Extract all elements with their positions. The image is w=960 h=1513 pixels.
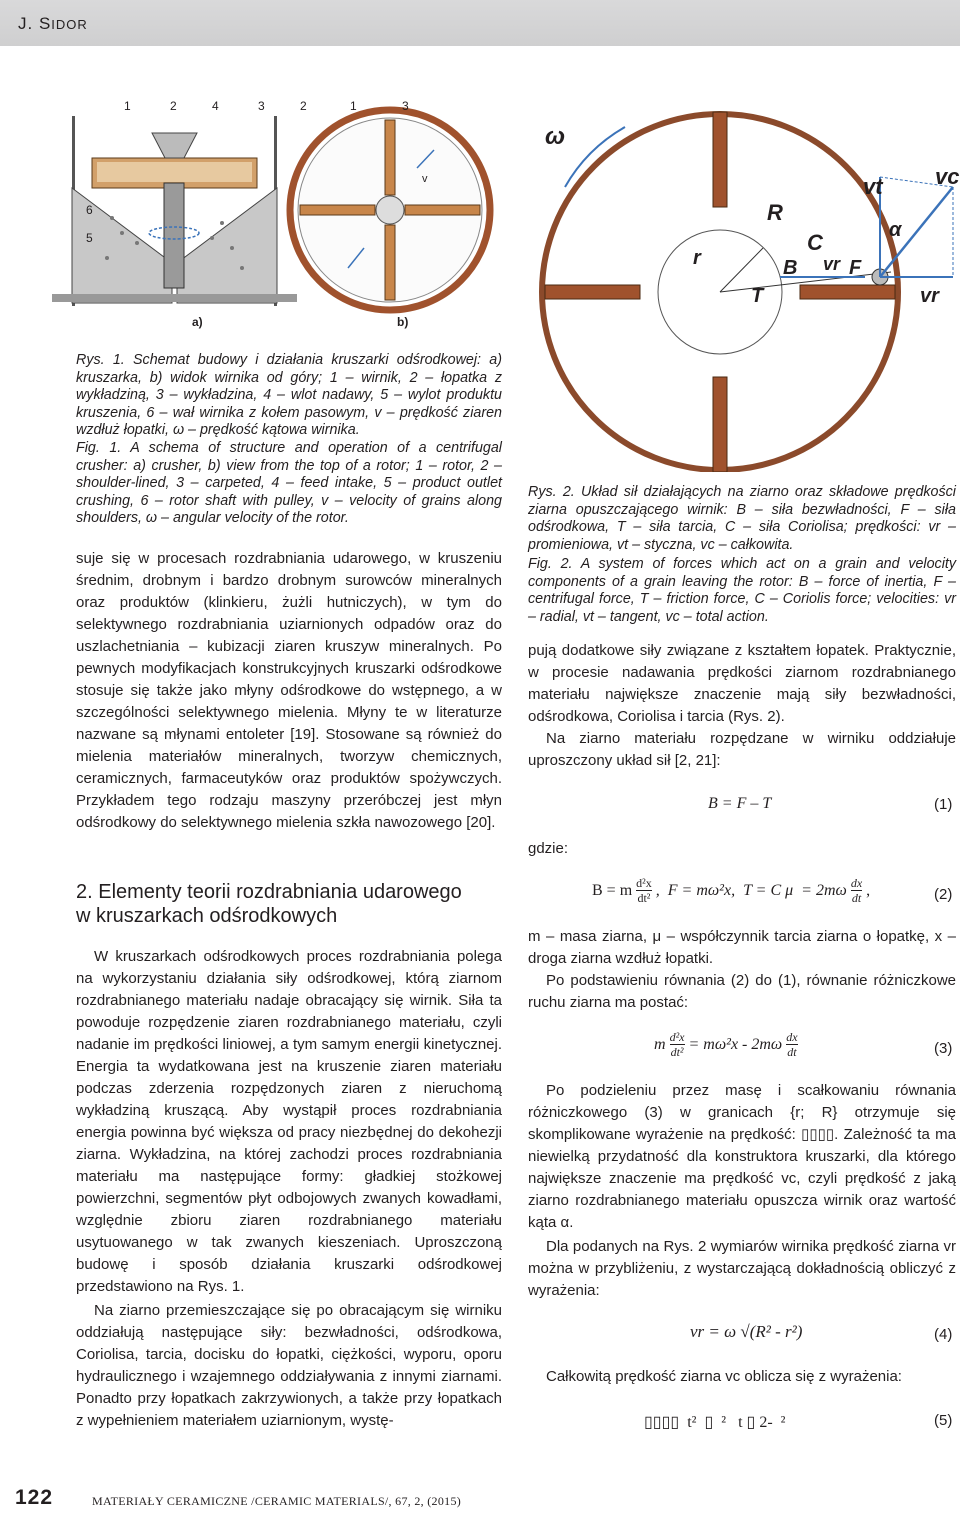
- fig1-label: 5: [86, 231, 93, 245]
- fig1-label: 1: [124, 99, 131, 113]
- fig2-r-label: r: [693, 247, 701, 269]
- equation-2: B = m d²x dt² , F = mω²x, T = C μ = 2mω dx dt ,: [592, 876, 871, 905]
- equation-3: m $\frac{\text{d²x}}{\text{dt²}}$ = mω²x - 2mω dx dt: [654, 1030, 798, 1059]
- equation-4-number: (4): [934, 1326, 953, 1343]
- fig1-label: 3: [258, 99, 265, 113]
- right-paragraph-4: Po podstawieniu równania (2) do (1), równanie różniczkowe ruchu ziarna ma postać:: [528, 972, 956, 1011]
- fig2-alpha-label: α: [889, 219, 902, 241]
- fig1-velocity-label: v: [422, 173, 428, 185]
- left-paragraph-3: Na ziarno przemieszczające się po obracającym się wirniku oddziałują następujące siły: bezwładności, odśrodkowa, Coriolisa, tarcia, docisku do łopatki, ciężkości, wyporu, oporu hydraulicznego i wzajemnego oddziaływania z innymi ziarnami. Ponadto przy łopatkach zakrzywionych, a także przy łopatkach z wypełnieniem materiałem uziarnionym, wystę-: [76, 1302, 502, 1429]
- fig2-vr-label: vr: [823, 254, 841, 274]
- right-paragraph-5: Po podzieleniu przez masę i scałkowaniu równania różniczkowego (3) w granicach {r; R} otrzymuje się skomplikowane wyrażenie na prędkość: ▯▯▯▯. Zależność ta ma niewielką przydatność dla konstruktora kruszarki, dla którego największe znaczenie ma prędkość vc, czyli prędkość z jaką ziarno rozdrabnianego materiału opuszcza wirnik oraz wartość kąta α.: [528, 1082, 956, 1231]
- page-number: 122: [15, 1486, 54, 1509]
- figure-2-caption-pl: Rys. 2. Układ sił działających na ziarno oraz składowe prędkości ziarna opuszczającego wirnik: B – siła bezwładności, F – siła odśrodkowa, T – siła tarcia, C – siła Coriolisa; prędkości: vr – promieniowa, vt – styczna, vc – całkowita.: [528, 484, 956, 553]
- fig1-label: 6: [86, 203, 93, 217]
- equation-1-number: (1): [934, 796, 953, 813]
- right-paragraph-2: Na ziarno materiału rozpędzane w wirniku oddziałuje uproszczony układ sił [2, 21]:: [528, 730, 956, 769]
- fig1-label: 2: [300, 99, 307, 113]
- equation-4: vr = ω √(R² - r²): [690, 1322, 803, 1341]
- figure-1-caption-en: Fig. 1. A schema of structure and operation of a centrifugal crusher: a) crusher, b) view from the top of a rotor; 1 – rotor, 2 – shoulder-lined, 3 – carpeted, 4 – feed intake, 5 – product outlet crushing, 6 – rotor shaft with pulley, v – velocity of grains along shoulders, ω – angular velocity of the rotor.: [76, 440, 502, 527]
- right-paragraph-7: Całkowitą prędkość ziarna vc oblicza się z wyrażenia:: [546, 1368, 902, 1385]
- section-title: 2. Elementy teorii rozdrabniania udarowego w kruszarkach odśrodkowych: [76, 881, 462, 927]
- equation-1: B = F – T: [708, 795, 772, 812]
- right-paragraph-6: Dla podanych na Rys. 2 wymiarów wirnika prędkość ziarna vr można w przybliżeniu, z wystarczającą dokładnością obliczyć z wyrażenia:: [528, 1238, 956, 1299]
- rotor-top-view: [290, 110, 490, 310]
- fig2-C-label: C: [807, 230, 823, 255]
- right-paragraph-3: m – masa ziarna, μ – współczynnik tarcia ziarna o łopatkę, x – droga ziarna wzdłuż łopatki.: [528, 928, 956, 967]
- equation-5: ▯▯▯▯ t² ▯ ² t ▯ 2- ²: [644, 1414, 786, 1431]
- right-paragraph-1: pują dodatkowe siły związane z kształtem łopatek. Praktycznie, w procesie nadawania prędkości ziarnom rozdrabnianego materiału największe znaczenie mają siły bezwładności, odśrodkowa, Coriolisa i tarcia (Rys. 2).: [528, 642, 956, 725]
- fig1-label: 1: [350, 99, 357, 113]
- fig2-T-label: T: [751, 285, 764, 307]
- fig1-sublabel-b: b): [397, 315, 409, 329]
- fig2-vt-label: vt: [863, 174, 883, 199]
- left-paragraph-2: W kruszarkach odśrodkowych proces rozdrabniania polega na wykorzystaniu działania siły odśrodkowej, którą ziarnom rozdrabnianego materiału nadaje obracający się wirnik. Siła ta powoduje rozpędzenie ziaren rozdrabnianego materiału, czyli nadanie im prędkości liniowej, a tym samym energii kinetycznej. Energia ta wydatkowana jest na kruszenie ziaren materiału podczas zderzenia rozpędzonych ziaren z nieruchomą wykładziną kruszącą. Aby wystąpił proces rozdrabniania energia powinna być większa od pracy niezbędnej do dekohezji ziarna. Wykładzina, na której zachodzi proces rozdrabniania materiału ma następujące formy: gładkiej stożkowej powierzchni, segmentów płyt odbojowych zwanych kowadłami, względnie zbioru ziaren rozdrabnianego materiału usytuowanego w tak zwanych kieszeniach. Uproszczoną budowę i sposób działania kruszarki odśrodkowej przedstawiono na Rys. 1.: [76, 948, 502, 1295]
- fig2-vr2-label: vr: [920, 285, 939, 307]
- fig2-B-label: B: [783, 257, 798, 279]
- equation-2-number: (2): [934, 886, 953, 903]
- journal-footer: MATERIAŁY CERAMICZNE /CERAMIC MATERIALS/, 67, 2, (2015): [92, 1494, 462, 1508]
- fig1-sublabel-a: a): [192, 315, 203, 329]
- fig1-label: 2: [170, 99, 177, 113]
- figure-2-force-diagram: [535, 92, 960, 472]
- figure-1-crusher-diagram: [52, 98, 504, 330]
- fig2-omega-label: ω: [545, 123, 566, 150]
- fig1-label: 4: [212, 99, 219, 113]
- fig1-label: 3: [402, 99, 409, 113]
- equation-3-number: (3): [934, 1040, 953, 1057]
- running-header-bar: [0, 0, 960, 46]
- fig2-R-label: R: [767, 200, 783, 225]
- equation-5-number: (5): [934, 1412, 953, 1429]
- running-header-author: J. SIDOR: [18, 14, 88, 33]
- figure-1-caption-pl: Rys. 1. Schemat budowy i działania kruszarki odśrodkowej: a) kruszarka, b) widok wirnika od góry; 1 – wirnik, 2 – łopatka z wykładziną, 3 – wykładzina, 4 – wlot nadawy, 5 – wylot produktu kruszenia, 6 – wał wirnika z kołem pasowym, v – prędkość ziaren wzdłuż łopatki, ω – prędkość kątowa wirnika.: [76, 352, 502, 439]
- gdzie-label: gdzie:: [528, 840, 569, 857]
- left-paragraph-1: suje się w procesach rozdrabniania udarowego, w kruszeniu średnim, drobnym i bardzo drobnym surowców mineralnych oraz produktów (klinkieru, żużli hutniczych), w tym do selektywnego rozdrabniania uziarnionych odpadów oraz do uszlachetniania – kubizacji ziaren kruszyw mineralnych. Po pewnych modyfikacjach konstrukcyjnych kruszarki odśrodkowe stosuje się także jako młyny odśrodkowe do wstępnego, a w szczególności selektywnego mielenia. Młyny te w literaturze nazwane są młynami entoleter [19]. Stosowane są również do mielenia materiałów mineralnych, tworzyw chemicznych, ceramicznych, farmaceutyków oraz produktów spożywczych. Przykładem tego rodzaju maszyny przeróbczej jest młyn odśrodkowy do selektywnego mielenia szkła nawozowego [20].: [76, 550, 502, 831]
- figure-2-caption-en: Fig. 2. A system of forces which act on a grain and velocity components of a grain leaving the rotor: B – force of inertia, F – centrifugal force, T – friction force, C – Coriolis force; velocities: vr – radial, vt – tangent, vc – total action.: [528, 556, 956, 625]
- fig2-vc-label: vc: [935, 164, 960, 189]
- fig2-F-label: F: [849, 257, 862, 279]
